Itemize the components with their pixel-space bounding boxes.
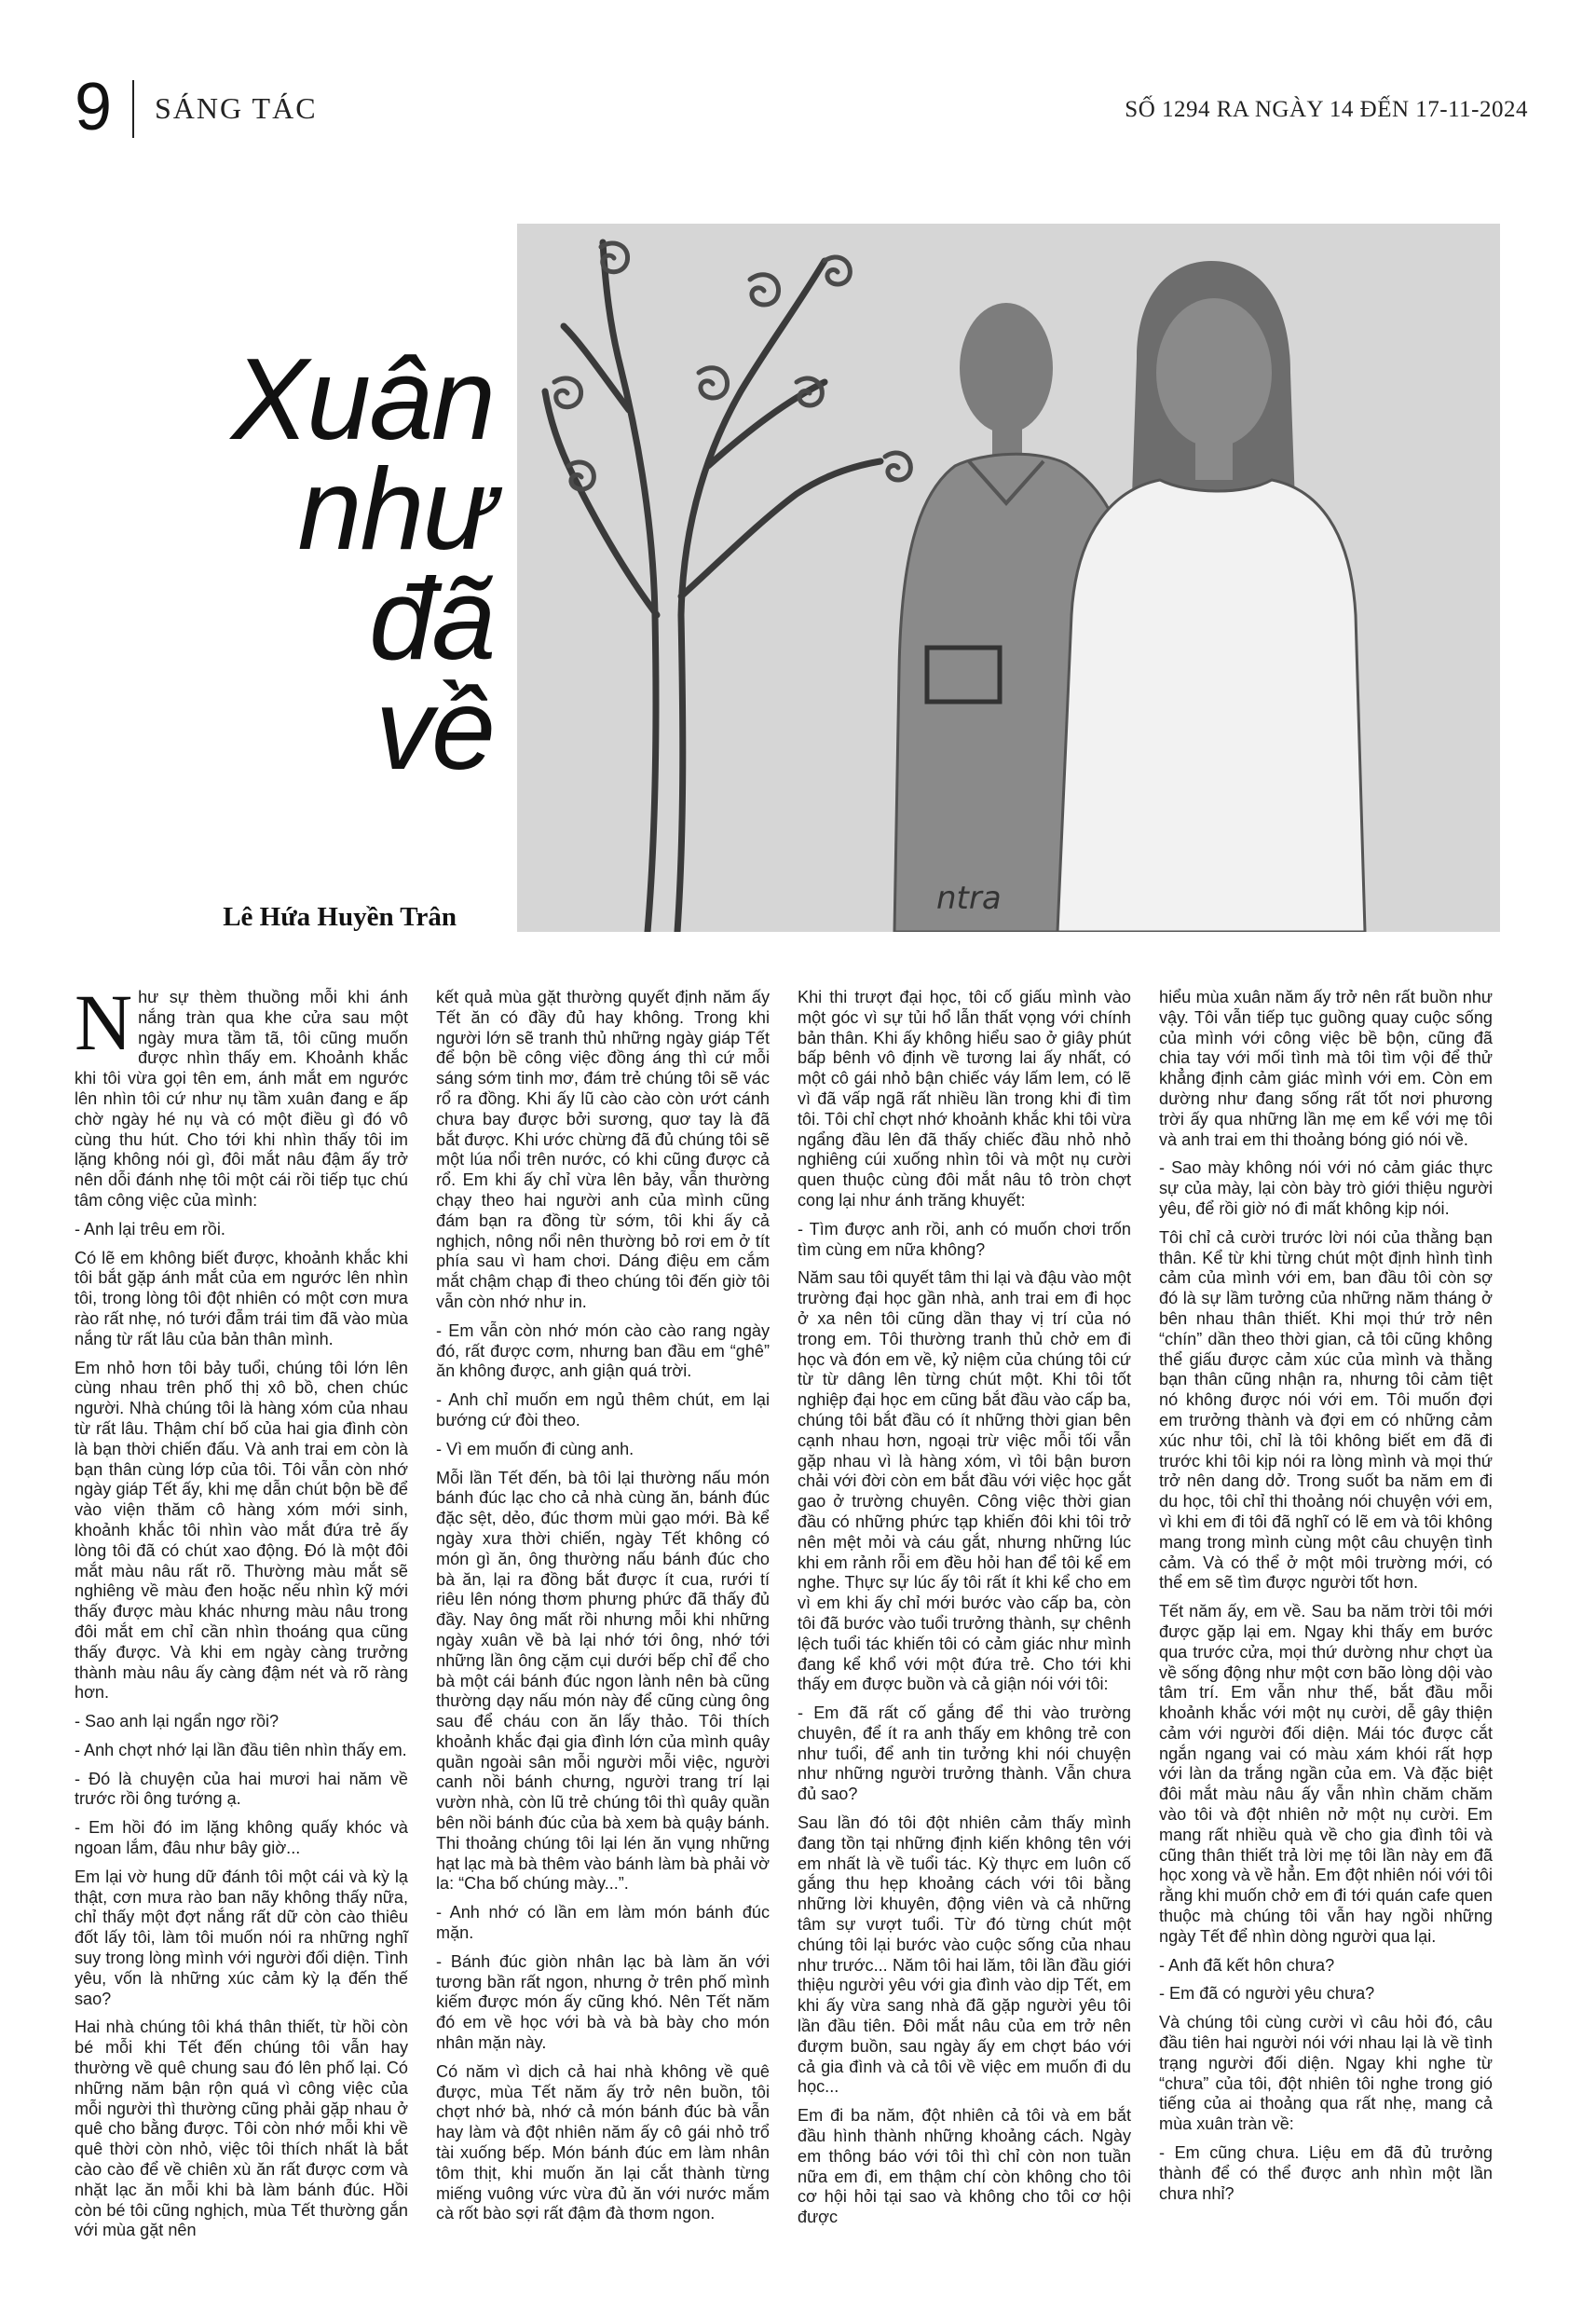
author-name: Lê Hứa Huyền Trân — [223, 902, 457, 932]
paragraph: kết quả mùa gặt thường quyết định năm ấy Tết ăn có đầy đủ hay không. Trong khi người lớn sẽ tranh thủ những ngày giáp Tết để bộn bề công việc đồng áng thì cứ mỗi sáng sớm tinh mơ, đám trẻ chúng tôi sẽ vác rổ ra đồng. Khi ấy lũ cào cào còn ướt cánh chưa bay được bởi sương, quơ tay là đã bắt được. Khi ước chừng đã đủ chúng tôi sẽ một lúa nổi trên nước, có khi cũng được cả rổ. Em khi ấy chỉ vừa lên bảy, vẫn thường chạy theo hai người anh của mình cũng đám bạn ra đồng từ sớm, tôi khi ấy cả nghịch, nông nổi nên thường bỏ rơi em ở tít phía sau vì ham chơi. Dáng điệu em cắm mắt chậm chạp đi theo chúng tôi đến giờ tôi vẫn còn nhớ như in. — [436, 988, 770, 1311]
page-number: 9 — [75, 70, 113, 144]
paragraph: - Anh đã kết hôn chưa? — [1159, 1955, 1335, 1975]
paragraph: - Em vẫn còn nhớ món cào cào rang ngày đó, rất được cơm, nhưng ban đầu em “ghê” ăn không được, anh giận quá trời. — [436, 1320, 770, 1381]
section-label: SÁNG TÁC — [155, 91, 318, 125]
paragraph: Và chúng tôi cùng cười vì câu hỏi đó, câu đầu tiên hai người nói với nhau lại là về tình trạng người đối diện. Ngay khi nghe từ “chưa” của tôi, đột nhiên tôi nghe trong gió tiếng của ai thoảng qua rất nhẹ, mang cả mùa xuân tràn về: — [1159, 2013, 1493, 2134]
illustration — [517, 224, 1500, 932]
paragraph: - Bánh đúc giòn nhân lạc bà làm ăn với tương bần rất ngon, nhưng ở trên phố mình kiếm được món ấy cũng khó. Nên Tết năm đó em về học với bà và bà bày cho món nhân mặn này. — [436, 1951, 770, 2053]
paragraph: Hai nhà chúng tôi khá thân thiết, từ hồi còn bé mỗi khi Tết đến chúng tôi vẫn hay thường về quê chung sau đó lên phố lại. Có những năm bận rộn quá vì công việc của mỗi người thì thường cũng phải gặp nhau ở quê cho bằng được. Tôi còn nhớ mỗi khi về quê thời còn nhỏ, việc tôi thích nhất là bắt cào cào để về chiên xù ăn rất được cơm và nhặt lạc ăn mỗi khi bà làm bánh đúc. Hồi còn bé tôi cũng nghịch, mùa Tết thường gắn với mùa gặt nên — [75, 2018, 408, 2240]
paragraph: Như sự thèm thuồng mỗi khi ánh nắng tràn qua khe cửa sau một ngày mưa tầm tã, tôi cũng muốn được nhìn thấy em. Khoảnh khắc khi tôi vừa gọi tên em, ánh mắt em ngước lên nhìn tôi cứ như nụ tầm xuân đang e ấp chờ ngày hé nụ và có một điều gì đó vô cùng thu hút. Cho tới khi nhìn thấy tôi im lặng không nói gì, đôi mắt nâu đậm ấy trở nên dỗi đánh nhẹ tôi một cái rồi tiếp tục chú tâm công việc của mình: — [75, 978, 408, 1210]
article-column-4 — [1159, 988, 1493, 2212]
paragraph: - Anh nhớ có lần em làm món bánh đúc mặn. — [436, 1903, 770, 1943]
paragraph: - Em đã có người yêu chưa? — [1159, 1984, 1375, 2004]
paragraph: - Vì em muốn đi cùng anh. — [436, 1439, 634, 1458]
man-head — [960, 303, 1053, 433]
paragraph: - Tìm được anh rồi, anh có muốn chơi trốn tìm cùng em nữa không? — [798, 1219, 1131, 1259]
title-line: Xuân — [231, 335, 494, 464]
article-column-2 — [436, 988, 770, 2233]
drop-cap: N — [75, 978, 133, 1067]
paragraph: - Em hồi đó im lặng không quấy khóc và ngoan lắm, đâu như bây giờ... — [75, 1818, 408, 1858]
article-column-3 — [798, 988, 1131, 2237]
paragraph: Tôi chỉ cả cười trước lời nói của thằng bạn thân. Kể từ khi từng chút một định hình tình cảm của mình với em, ban đầu tôi còn sợ đó là sự lầm tưởng của những năm tháng ở bên nhau thân thiết. Khi mọi thứ trở nên “chín” dần theo thời gian, cả tôi cũng không thể giấu được cảm xúc của mình và thằng bạn thân cũng nhận ra, nhưng tôi cảm tiệt nó không được nói với em. Tôi muốn đợi em trưởng thành và đợi em có những cảm xúc như tôi, chỉ là tôi không biết em đã đi trước khi tôi kịp nói ra lòng mình và mọi thứ trở nên dang dở. Trong suốt ba năm em đi du học, tôi chỉ thi thoảng nói chuyện với em, vì khi em đi tôi đã nghĩ có lẽ em và tôi không mang trong mình cùng một câu chuyện tình cảm. Và có thể ở một môi trường mới, có thể em sẽ tìm được người tốt hơn. — [1159, 1227, 1493, 1593]
issue-info: SỐ 1294 RA NGÀY 14 ĐẾN 17-11-2024 — [1125, 97, 1528, 122]
paragraph: Em lại vờ hung dữ đánh tôi một cái và kỳ lạ thật, cơn mưa rào ban nãy không thấy nữa, chỉ thấy một đợt nắng rất dữ còn cào thiêu đốt lấy tôi, làm tôi muốn nói ra những nghĩ suy trong lòng mình với người đối diện. Tình yêu, vốn là những xúc cảm kỳ lạ đến thế sao? — [75, 1867, 408, 2008]
paragraph: Có năm vì dịch cả hai nhà không về quê được, mùa Tết năm ấy trở nên buồn, tôi chợt nhớ bà, nhớ cả món bánh đúc bà vẫn hay làm và đột nhiên năm ấy cô gái nhỏ trổ tài xuống bếp. Món bánh đúc em làm nhân tôm thịt, khi muốn ăn lại cắt thành từng miếng vuông vức vừa đủ ăn với nước mắm cà rốt bào sợi rất đậm đà thơm ngon. — [436, 2061, 770, 2223]
page-header — [75, 65, 1528, 149]
paragraph: Mỗi lần Tết đến, bà tôi lại thường nấu món bánh đúc lạc cho cả nhà cùng ăn, bánh đúc đặc sệt, dẻo, đúc thơm mùi gạo mới. Bà kể ngày xưa thời chiến, ngày Tết không có món gì ăn, ông thường nấu bánh đúc cho bà ăn, lại ra đồng bắt được ít cua, rưới tí riêu lên nóng thơm phưng phức đã thấy đủ đầy. Nay ông mất rồi nhưng mỗi khi những ngày xuân về bà lại nhớ tới ông, nhớ tới những lần ông cặm cụi dưới bếp chỉ để cho bà một cái bánh đúc ngon lành nên bà cũng thường dạy nấu món này để cũng cùng ông sau để cháu con ăn lấy thảo. Tôi thích khoảnh khắc đại gia đình lớn của mình quây quần ngoài sân mỗi người mỗi việc, người canh nồi bánh chưng, người trang trí lại vườn nhà, còn lũ trẻ chúng tôi thì quây quần bên nồi bánh đúc của bà xem bà quậy bánh. Thi thoảng chúng tôi lại lén ăn vụng những hạt lạc mà bà thêm vào bánh làm bà phải vờ la: “Cha bố chúng mày...”. — [436, 1468, 770, 1894]
paragraph: - Anh chỉ muốn em ngủ thêm chút, em lại bướng cứ đòi theo. — [436, 1390, 770, 1430]
paragraph: hiểu mùa xuân năm ấy trở nên rất buồn như vậy. Tôi vẫn tiếp tục guồng quay cuộc sống của mình với công việc bề bộn, cũng đã chia tay với mối tình mà tôi tìm vội để thử khẳng định cảm giác mình với em. Còn em dường như đang sống rất tốt nơi phương trời ấy qua những lần mẹ em kể với mẹ tôi và anh trai em thi thoảng bóng gió nói về. — [1159, 988, 1493, 1149]
paragraph: - Sao anh lại ngẩn ngơ rồi? — [75, 1712, 280, 1731]
article-title — [121, 335, 494, 794]
title-line: đã — [369, 555, 494, 684]
woman-body — [1057, 480, 1365, 932]
paragraph: Sau lần đó tôi đột nhiên cảm thấy mình đang tồn tại những định kiến không tên với em nhất là về tuổi tác. Kỳ thực em luôn cố gắng thu hẹp khoảng cách với tôi bằng những lời khuyên, động viên và cả những tâm sự vượt tuổi. Từ đó từng chút một chúng tôi lại bước vào cuộc sống của nhau như trước... Năm tôi hai lăm, tôi lần đầu giới thiệu người yêu với gia đình vào dịp Tết, em khi ấy vừa sang nhà đã gặp người yêu tôi lần đầu tiên. Đôi mắt nâu của em trở nên đượm buồn, sau ngày ấy em chợt báo với cả gia đình và cả tôi về việc em muốn đi du học... — [798, 1813, 1131, 2097]
paragraph: - Em đã rất cố gắng để thi vào trường chuyên, để ít ra anh thấy em không trẻ con như tuổi, để anh tin tưởng khi nói chuyện như những người trưởng thành. Vẫn chưa đủ sao? — [798, 1703, 1131, 1804]
paragraph: Tết năm ấy, em về. Sau ba năm trời tôi mới được gặp lại em. Ngay khi thấy em bước qua trước cửa, mọi thứ dường như chợt ùa về sống động như một cơn bão lòng dội vào tâm trí. Em vẫn như thế, bắt đầu mỗi khoảnh khắc với một nụ cười, dễ gây thiện cảm với người đối diện. Mái tóc được cắt ngắn ngang vai có màu xám khói rất hợp với làn da trắng ngần của em. Và đặc biệt đôi mắt màu nâu ấy vẫn nhìn chăm chăm vào tôi và đột nhiên nở một nụ cười. Em mang rất nhiều quà về cho gia đình tôi và cũng thân thiết trả lời mẹ tôi lần này em đã học xong và về hẳn. Em đột nhiên nói với tôi rằng khi muốn chở em đi tới quán cafe quen thuộc mà chúng tôi vẫn hay ngồi những ngày Tết để nhìn dòng người qua lại. — [1159, 1602, 1493, 1946]
article-column-1 — [75, 978, 408, 2250]
paragraph: Năm sau tôi quyết tâm thi lại và đậu vào một trường đại học gần nhà, anh trai em đi học ở xa nên tôi cũng dần thay vị trí của nó trong em. Tôi thường tranh thủ chở em đi học và đón em về, kỷ niệm của chúng tôi cứ từ từ dâng lên từng chút một. Khi tôi tốt nghiệp đại học em cũng bắt đầu vào cấp ba, chúng tôi bắt đầu có ít những thời gian bên cạnh nhau hơn, ngoại trừ việc mỗi tối vẫn gặp nhau vì là hàng xóm, vì tôi bận bươn chải với đời còn em bắt đầu với việc học gắt gao ở trường chuyên. Công việc thời gian đầu có những phức tạp khiến đôi khi tôi trở nên mệt mỏi và cáu gắt, nhưng những lúc khi em rảnh rỗi em đều hỏi han để tôi kể em nghe. Thực sự lúc ấy tôi rất ít khi kể cho em vì em khi ấy chỉ mới bước vào cấp ba, còn tôi đã bước vào tuổi trưởng thành, sự chênh lệch tuổi tác khiến tôi có cảm giác như mình đang kể khổ với một đứa trẻ. Cho tới khi thấy em được buồn và cả giận nói với tôi: — [798, 1268, 1131, 1694]
paragraph: Em đi ba năm, đột nhiên cả tôi và em bắt đầu hình thành những khoảng cách. Ngày em thông báo với tôi thì chỉ còn non tuần nữa em đi, em thậm chí còn không cho tôi cơ hội hỏi tại sao và không cho tôi cơ hội được — [798, 2106, 1131, 2227]
paragraph: Có lẽ em không biết được, khoảnh khắc khi tôi bắt gặp ánh mắt của em ngước lên nhìn tôi, trong lòng tôi đột nhiên có một cơn mưa rào rất nhẹ, nó tưới đẫm trái tim đã vào mùa nắng từ rất lâu của bản thân mình. — [75, 1248, 408, 1348]
paragraph: - Sao mày không nói với nó cảm giác thực sự của mày, lại còn bày trò giới thiệu người yêu, để rồi giờ nó đi mất không kịp nói. — [1159, 1158, 1493, 1218]
woman-face — [1156, 298, 1272, 447]
paragraph: - Em cũng chưa. Liệu em đã đủ trưởng thành để có thể được anh nhìn một lần chưa nhỉ? — [1159, 2143, 1493, 2203]
title-line: như — [297, 445, 494, 574]
header-divider — [132, 80, 134, 138]
paragraph: Khi thi trượt đại học, tôi cố giấu mình vào một góc vì sự tủi hổ lẫn thất vọng với chính bản thân. Khi ấy không hiểu sao ở giây phút bấp bênh vô định về tương lai ấy nhất, có một cô gái nhỏ bận chiếc váy lấm lem, có lẽ vì đã vấp ngã rất nhiều lần trong khi đi tìm tôi. Tôi chỉ chợt nhớ khoảnh khắc khi tôi vừa ngẩng đầu lên đã thấy chiếc đầu nhỏ nhỏ nghiêng cúi xuống nhìn tôi và một nụ cười quen thuộc cùng đôi mắt nâu tô tròn chợt cong lại như ánh trăng khuyết: — [798, 988, 1131, 1210]
artist-signature: ntra — [936, 880, 1002, 917]
paragraph: - Anh chợt nhớ lại lần đầu tiên nhìn thấy em. — [75, 1740, 407, 1759]
paragraph: - Anh lại trêu em rồi. — [75, 1219, 225, 1238]
paragraph: - Đó là chuyện của hai mươi hai năm về trước rồi ông tướng ạ. — [75, 1769, 408, 1809]
paragraph: Em nhỏ hơn tôi bảy tuổi, chúng tôi lớn lên cùng nhau trên phố thị xô bồ, chen chúc người. Nhà chúng tôi là hàng xóm của nhau từ rất lâu. Thậm chí bố của hai gia đình còn là bạn thời chiến đấu. Và anh trai em còn là bạn thân cùng lớp của tôi. Tôi vẫn còn nhớ ngày giáp Tết ấy, khi mẹ dẫn chút bộn bề để vào viện thăm cô hàng xóm mới sinh, khoảnh khắc tôi nhìn vào mắt đứa trẻ ấy lòng tôi đã có chút xao động. Đó là một đôi mắt màu nâu rất rõ. Thường màu mắt sẽ nghiêng về màu đen hoặc nếu nhìn kỹ mới thấy được màu khác nhưng màu nâu trong đôi mắt em chỉ cần nhìn thoáng qua cũng thấy được. Và khi em ngày càng trưởng thành màu nâu ấy càng đậm nét và rõ ràng hơn. — [75, 1358, 408, 1703]
title-line: về — [375, 665, 494, 794]
